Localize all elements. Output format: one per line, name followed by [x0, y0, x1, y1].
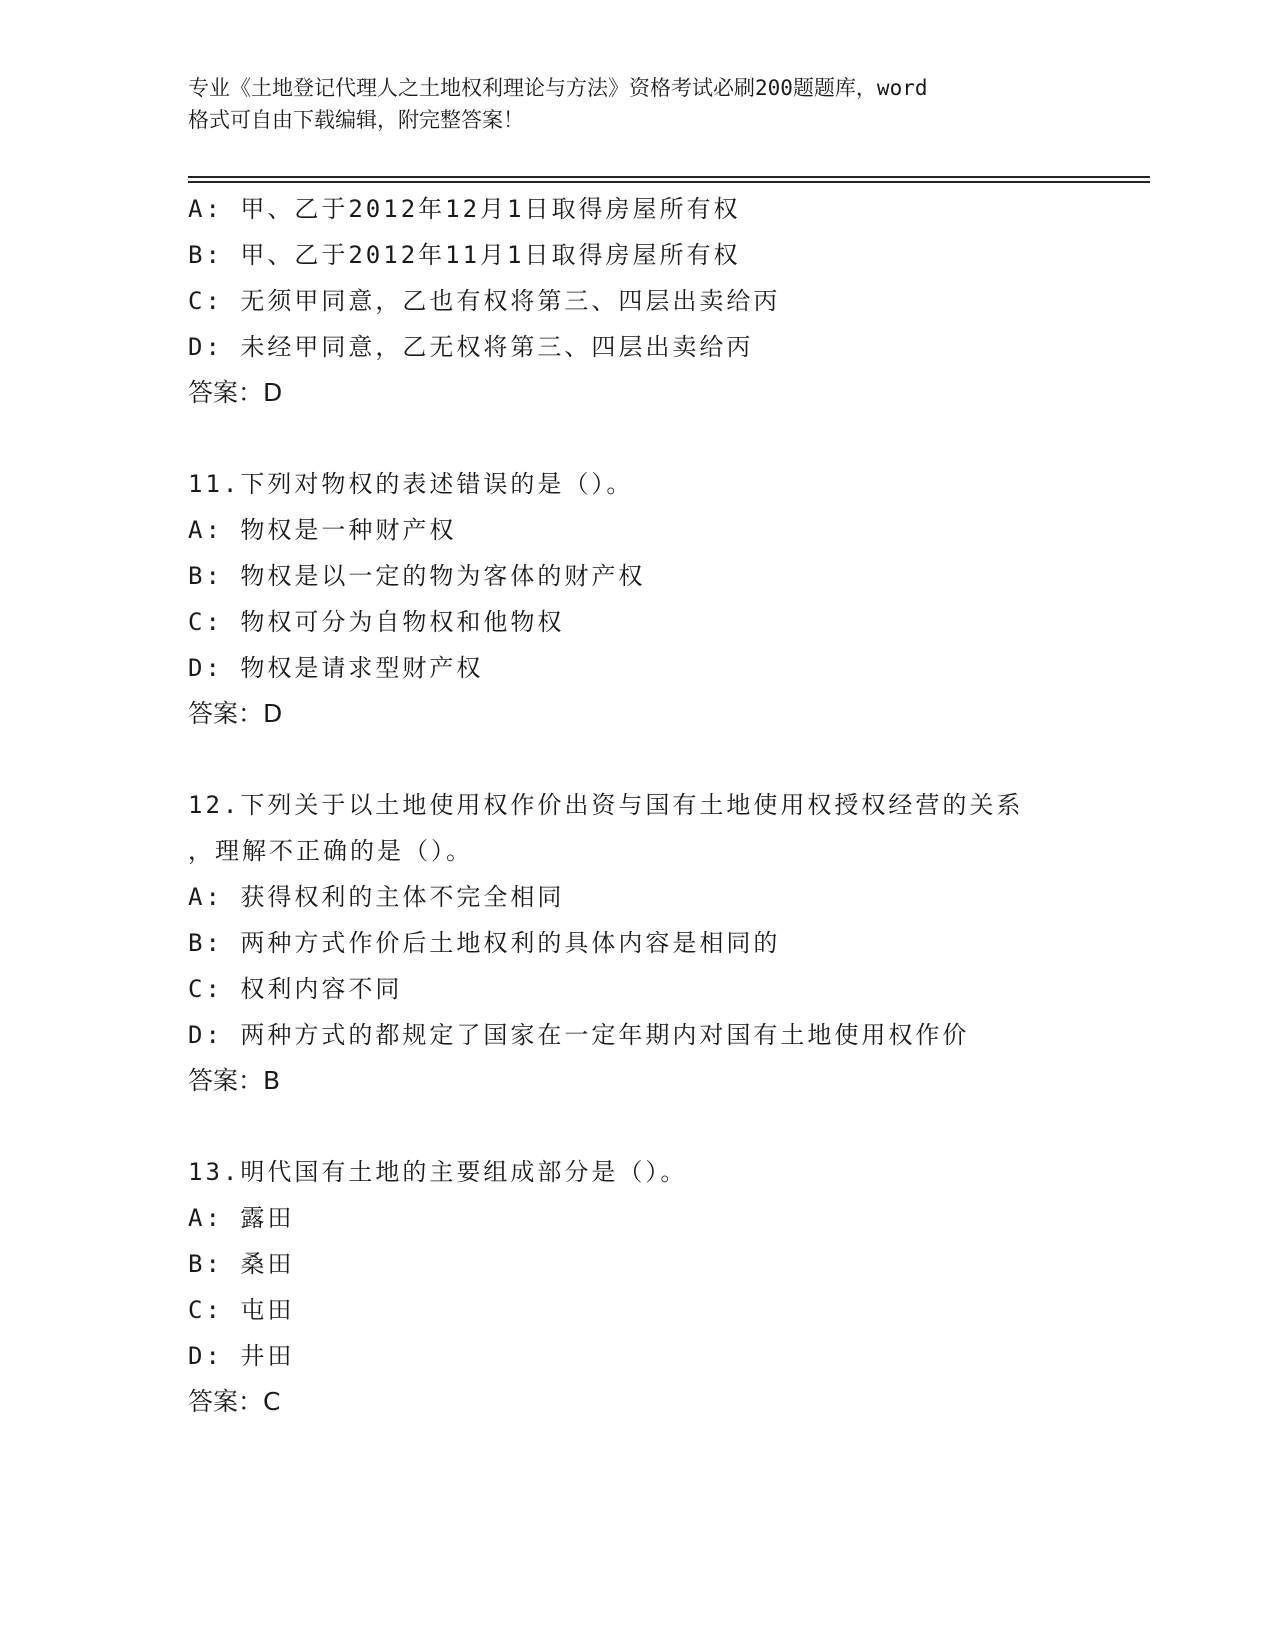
answer: 答案：C: [188, 1387, 281, 1416]
option-a: A: 甲、乙于2012年12月1日取得房屋所有权: [188, 195, 741, 223]
question-block: [188, 782, 1148, 1104]
option-d: D: 物权是请求型财产权: [188, 654, 484, 682]
question-block: [188, 186, 1148, 416]
question-text: 13.明代国有土地的主要组成部分是（）。: [188, 1158, 688, 1186]
header-title-line-2: 格式可自由下载编辑，附完整答案！: [188, 108, 524, 132]
option-a: A: 露田: [188, 1204, 295, 1232]
header-title-line-1: 专业《土地登记代理人之土地权利理论与方法》资格考试必刷200题题库，word: [188, 76, 928, 100]
answer: 答案：B: [188, 1066, 281, 1095]
option-d: D: 两种方式的都规定了国家在一定年期内对国有土地使用权作价: [188, 1021, 970, 1049]
option-c: C: 权利内容不同: [188, 975, 403, 1003]
question-text-continued: ，理解不正确的是（）。: [188, 837, 473, 865]
header-divider-bottom: [188, 181, 1150, 183]
option-a: A: 获得权利的主体不完全相同: [188, 883, 565, 911]
option-b: B: 甲、乙于2012年11月1日取得房屋所有权: [188, 241, 741, 269]
header-divider-top: [188, 176, 1150, 178]
question-text: 12.下列关于以土地使用权作价出资与国有土地使用权授权经营的关系: [188, 791, 1024, 819]
option-c: C: 无须甲同意，乙也有权将第三、四层出卖给丙: [188, 287, 781, 315]
option-a: A: 物权是一种财产权: [188, 516, 457, 544]
option-d: D: 未经甲同意，乙无权将第三、四层出卖给丙: [188, 333, 754, 361]
option-b: B: 桑田: [188, 1250, 295, 1278]
answer: 答案：D: [188, 699, 283, 728]
option-b: B: 两种方式作价后土地权利的具体内容是相同的: [188, 929, 781, 957]
option-d: D: 井田: [188, 1342, 295, 1370]
question-list: [188, 186, 1148, 1425]
option-b: B: 物权是以一定的物为客体的财产权: [188, 562, 646, 590]
question-block: [188, 461, 1148, 737]
document-header: [188, 72, 1068, 136]
option-c: C: 屯田: [188, 1296, 295, 1324]
question-text: 11.下列对物权的表述错误的是（）。: [188, 470, 634, 498]
answer: 答案：D: [188, 378, 283, 407]
option-c: C: 物权可分为自物权和他物权: [188, 608, 565, 636]
question-block: [188, 1149, 1148, 1425]
